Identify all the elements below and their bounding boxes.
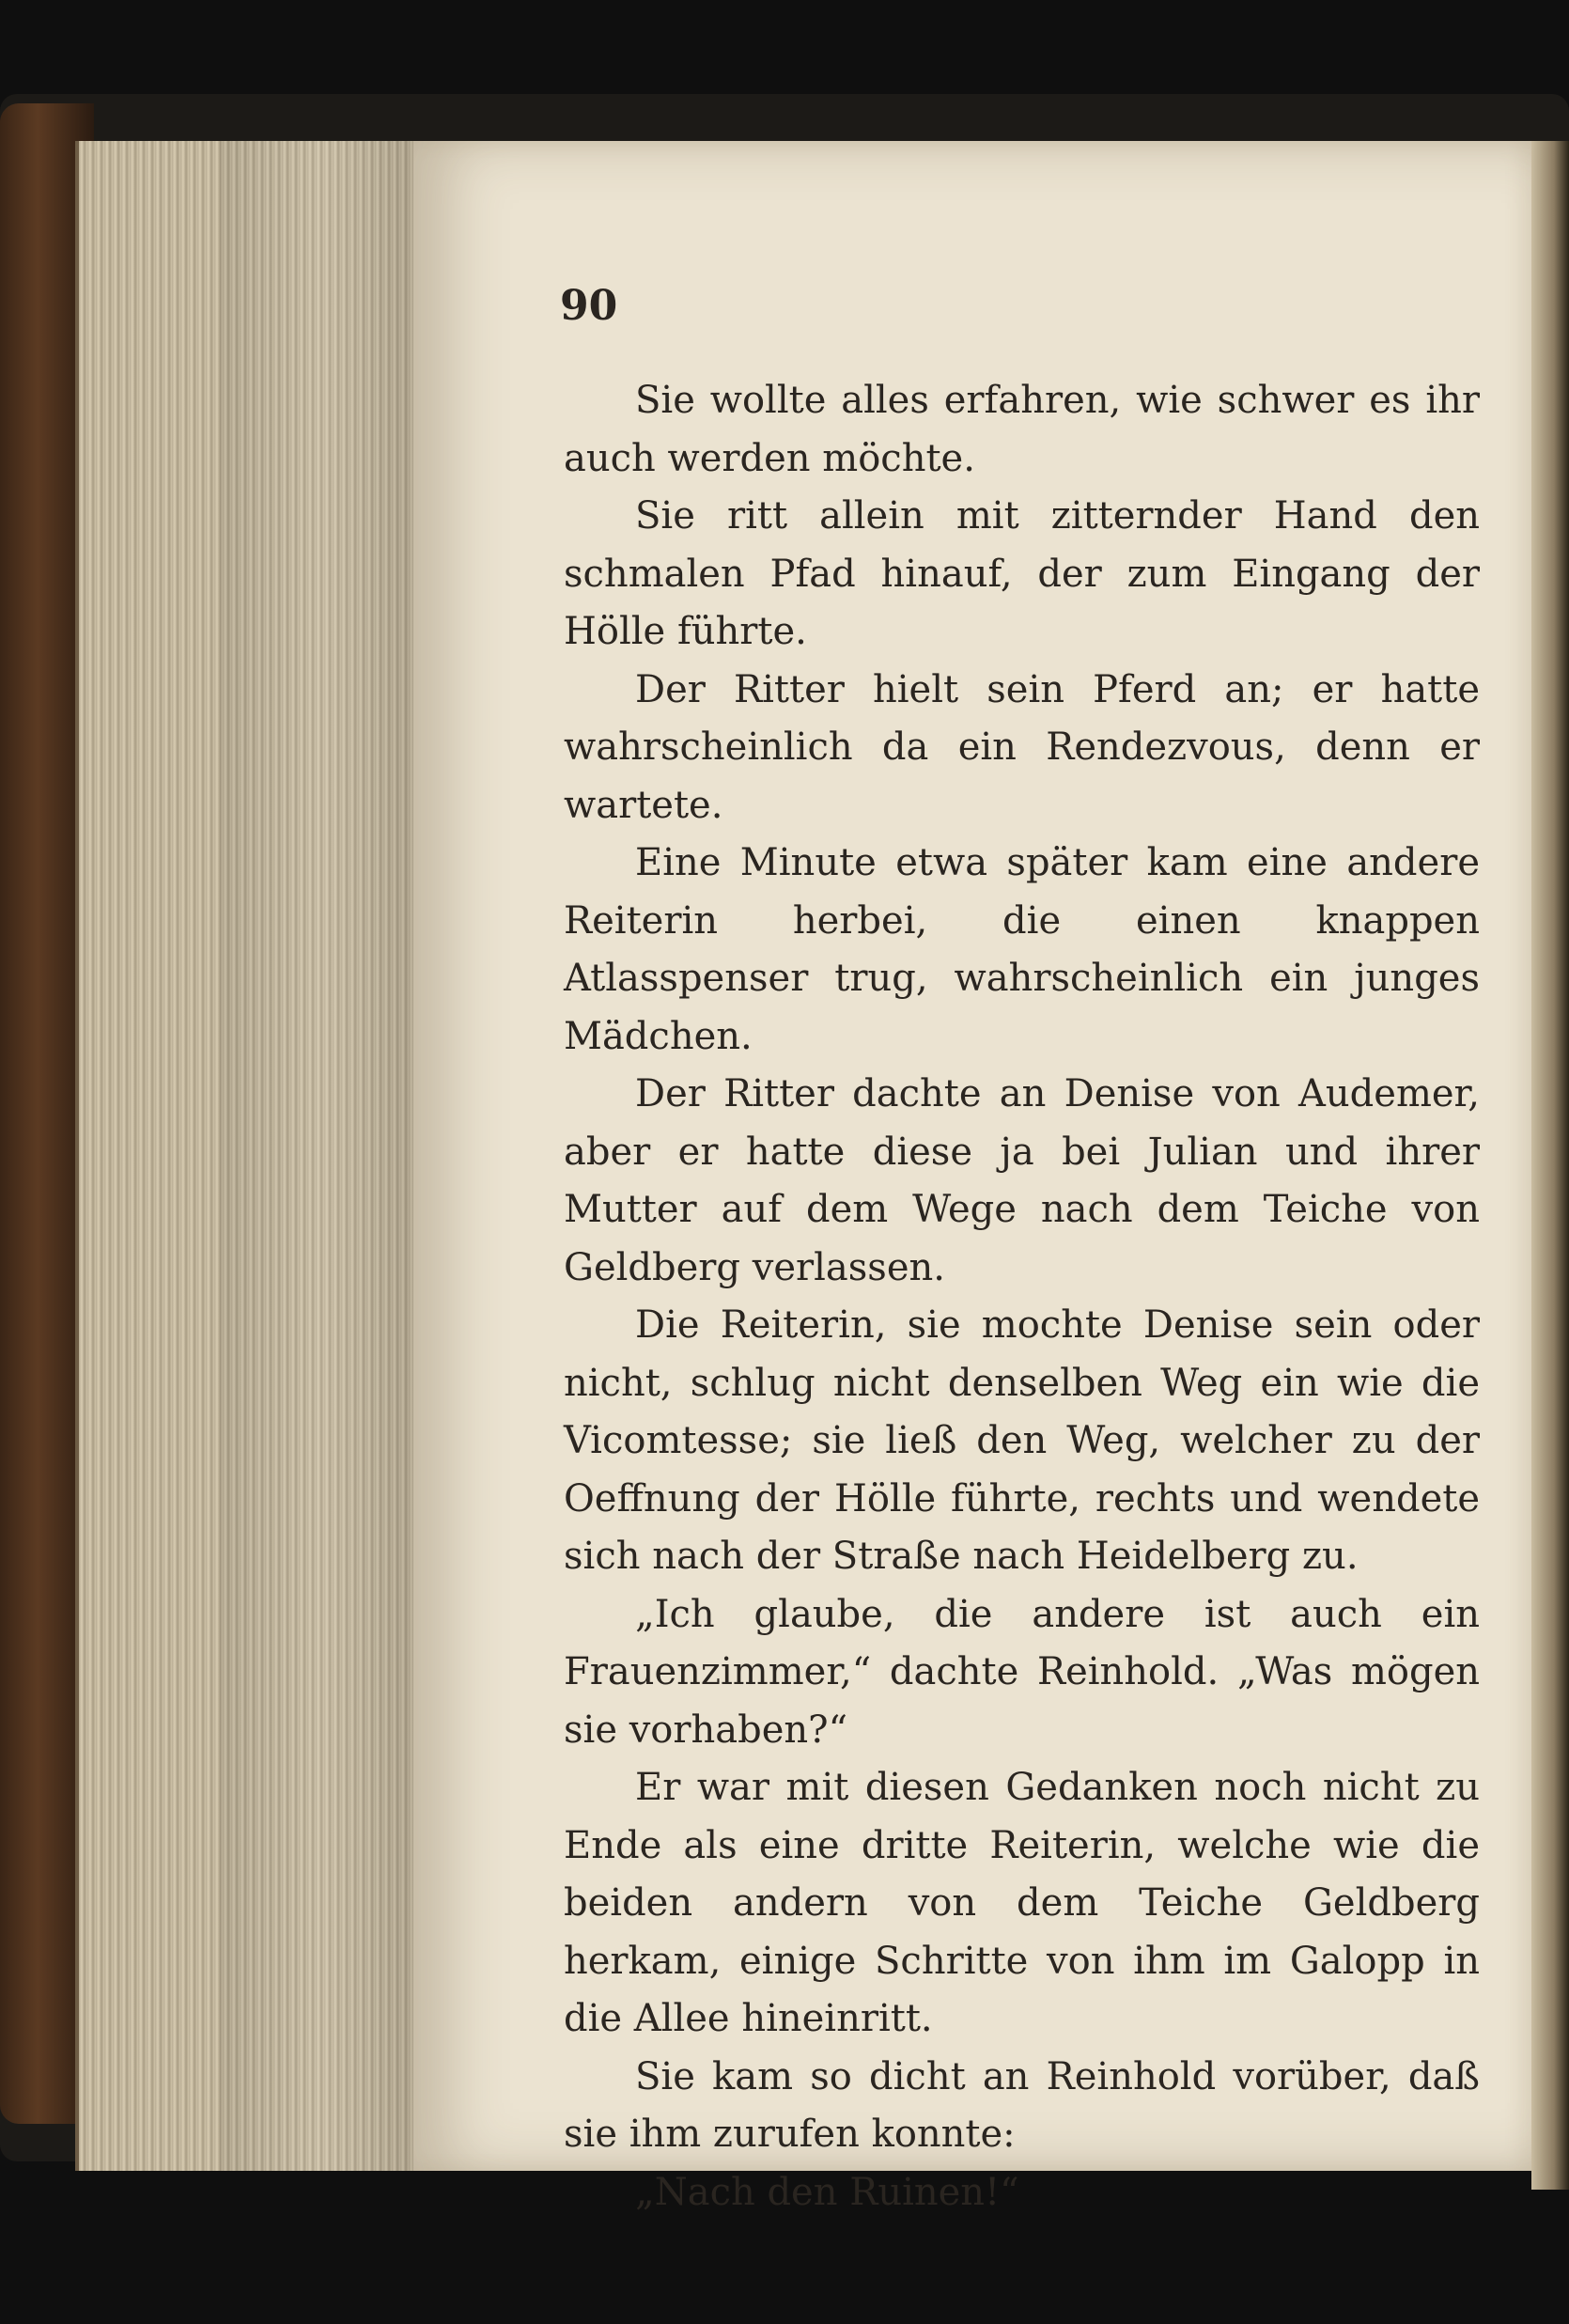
page-edge-right [1531,141,1569,2190]
paragraph: „Ich glaube, die andere ist auch ein Frauenzimmer,“ dachte Reinhold. „Was mögen sie vorhaben?“ [564,1592,1480,1752]
paragraph: Eine Minute etwa später kam eine andere Reiterin herbei, die einen knappen Atlasspenser trug, wahrscheinlich ein junges Mädchen. [564,841,1480,1058]
page-block-edges [75,141,427,2171]
paragraph: Sie kam so dicht an Reinhold vorüber, daß sie ihm zurufen konnte: [564,2054,1480,2156]
paragraph: Sie ritt allein mit zitternder Hand den schmalen Pfad hinauf, der zum Eingang der Hölle führte. [564,494,1480,653]
paragraph: Die Reiterin, sie mochte Denise sein oder nicht, schlug nicht denselben Weg ein wie die Vicomtesse; sie ließ den Weg, welcher zu der Oeffnung der Hölle führte, rechts und wendete sich nach der Straße nach Heidelberg zu. [564,1303,1480,1578]
page-text [564,372,1480,2222]
paragraph: „Nach den Ruinen!“ [635,2170,1019,2214]
paragraph: Der Ritter dachte an Denise von Audemer, aber er hatte diese ja bei Julian und ihrer Mutter auf dem Wege nach dem Teiche von Geldberg verlassen. [564,1072,1480,1289]
paragraph: Sie wollte alles erfahren, wie schwer es ihr auch werden möchte. [564,379,1480,480]
page-number: 90 [560,282,618,330]
paragraph: Er war mit diesen Gedanken noch nicht zu Ende als eine dritte Reiterin, welche wie die beiden andern von dem Teiche Geldberg herkam, einige Schritte von ihm im Galopp in die Allee hineinritt. [564,1766,1480,2040]
paragraph: Der Ritter hielt sein Pferd an; er hatte wahrscheinlich da ein Rendezvous, denn er wartete. [564,667,1480,827]
